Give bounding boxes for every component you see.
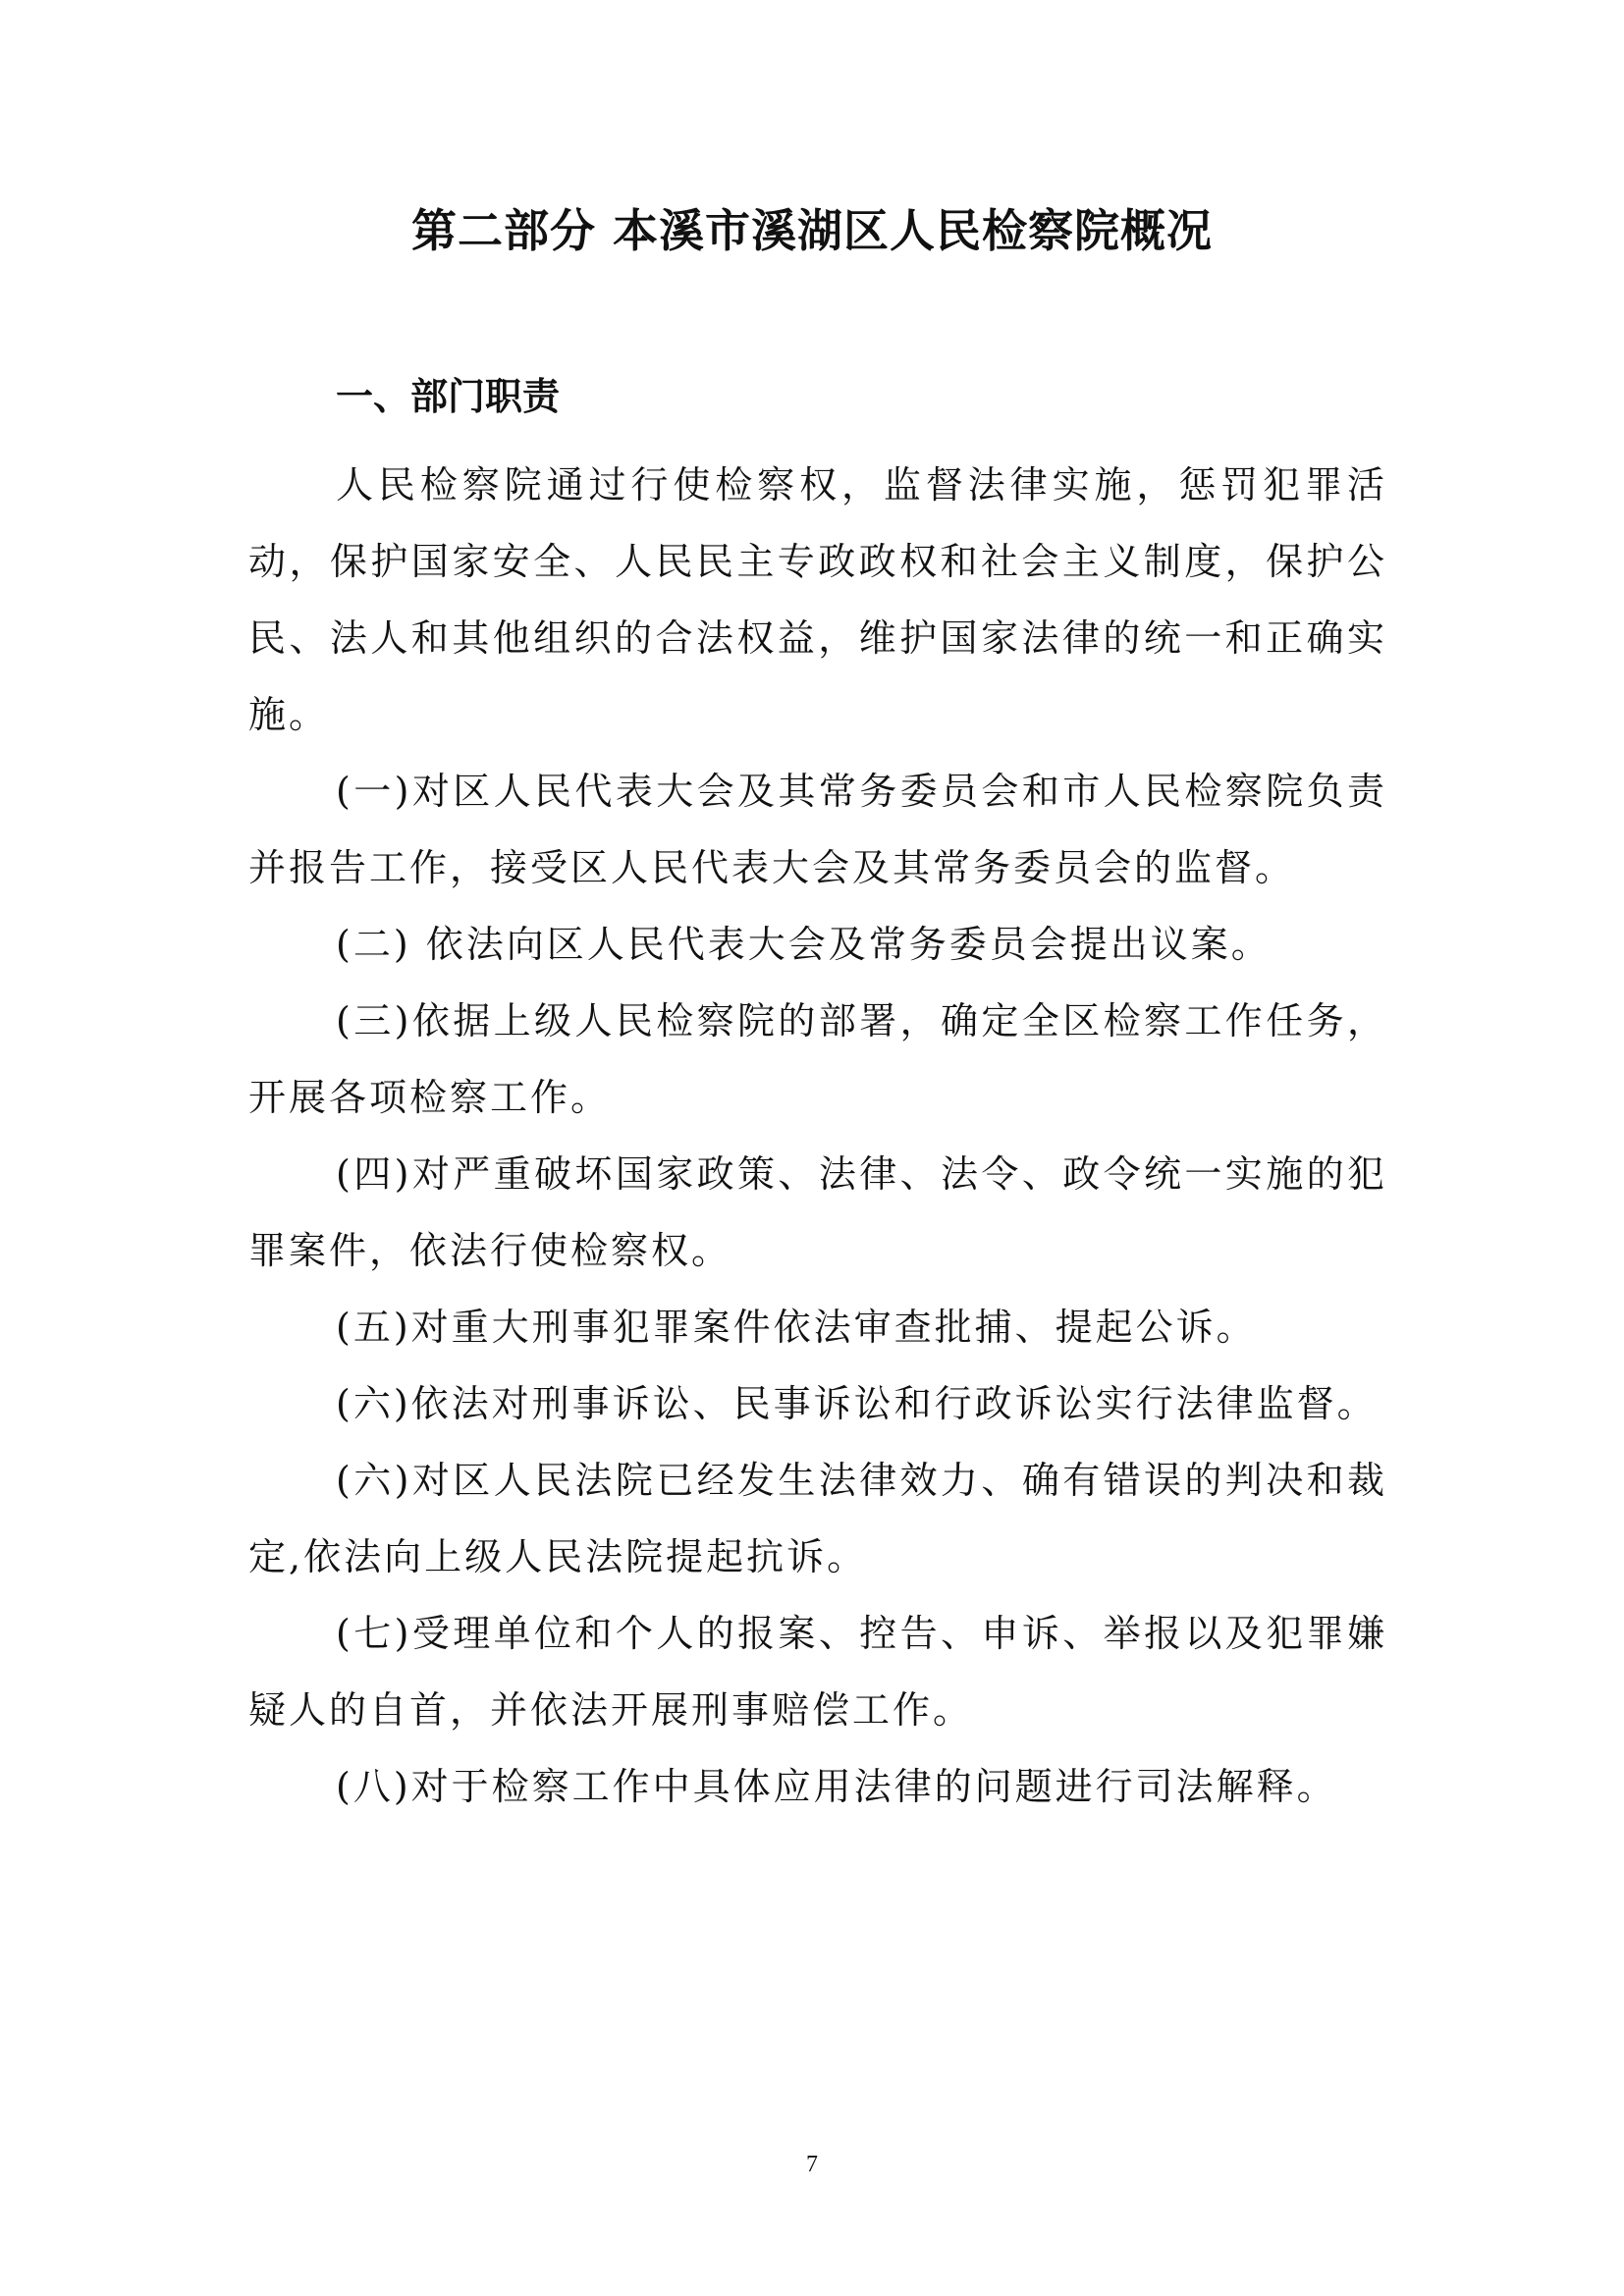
paragraph-item-3: (三)依据上级人民检察院的部署，确定全区检察工作任务，开展各项检察工作。 <box>248 999 1387 1119</box>
paragraph-item-6b: (六)对区人民法院已经发生法律效力、确有错误的判决和裁定,依法向上级人民法院提起抗诉。 <box>248 1459 1387 1578</box>
section-heading: 一、部门职责 <box>336 375 561 418</box>
paragraph-item-1: (一)对区人民代表大会及其常务委员会和市人民检察院负责并报告工作，接受区人民代表大会及其常务委员会的监督。 <box>248 770 1387 889</box>
paragraph-item-4: (四)对严重破坏国家政策、法律、法令、政令统一实施的犯罪案件，依法行使检察权。 <box>248 1152 1387 1272</box>
page-title: 第二部分 本溪市溪湖区人民检察院概况 <box>410 204 1213 257</box>
paragraph-item-7: (七)受理单位和个人的报案、控告、申诉、举报以及犯罪嫌疑人的自首，并依法开展刑事赔偿工作。 <box>248 1612 1387 1732</box>
paragraph-item-2: (二) 依法向区人民代表大会及常务委员会提出议案。 <box>336 923 1272 966</box>
body-text <box>248 447 1387 1825</box>
paragraph-item-5: (五)对重大刑事犯罪案件依法审查批捕、提起公诉。 <box>336 1306 1257 1349</box>
paragraph-item-6: (六)依法对刑事诉讼、民事诉讼和行政诉讼实行法律监督。 <box>336 1382 1378 1425</box>
page-number: 7 <box>806 2152 818 2177</box>
paragraph-item-8: (八)对于检察工作中具体应用法律的问题进行司法解释。 <box>336 1765 1337 1808</box>
paragraph-intro: 人民检察院通过行使检察权，监督法律实施，惩罚犯罪活动，保护国家安全、人民民主专政政权和社会主义制度，保护公民、法人和其他组织的合法权益，维护国家法律的统一和正确实施。 <box>248 463 1387 736</box>
